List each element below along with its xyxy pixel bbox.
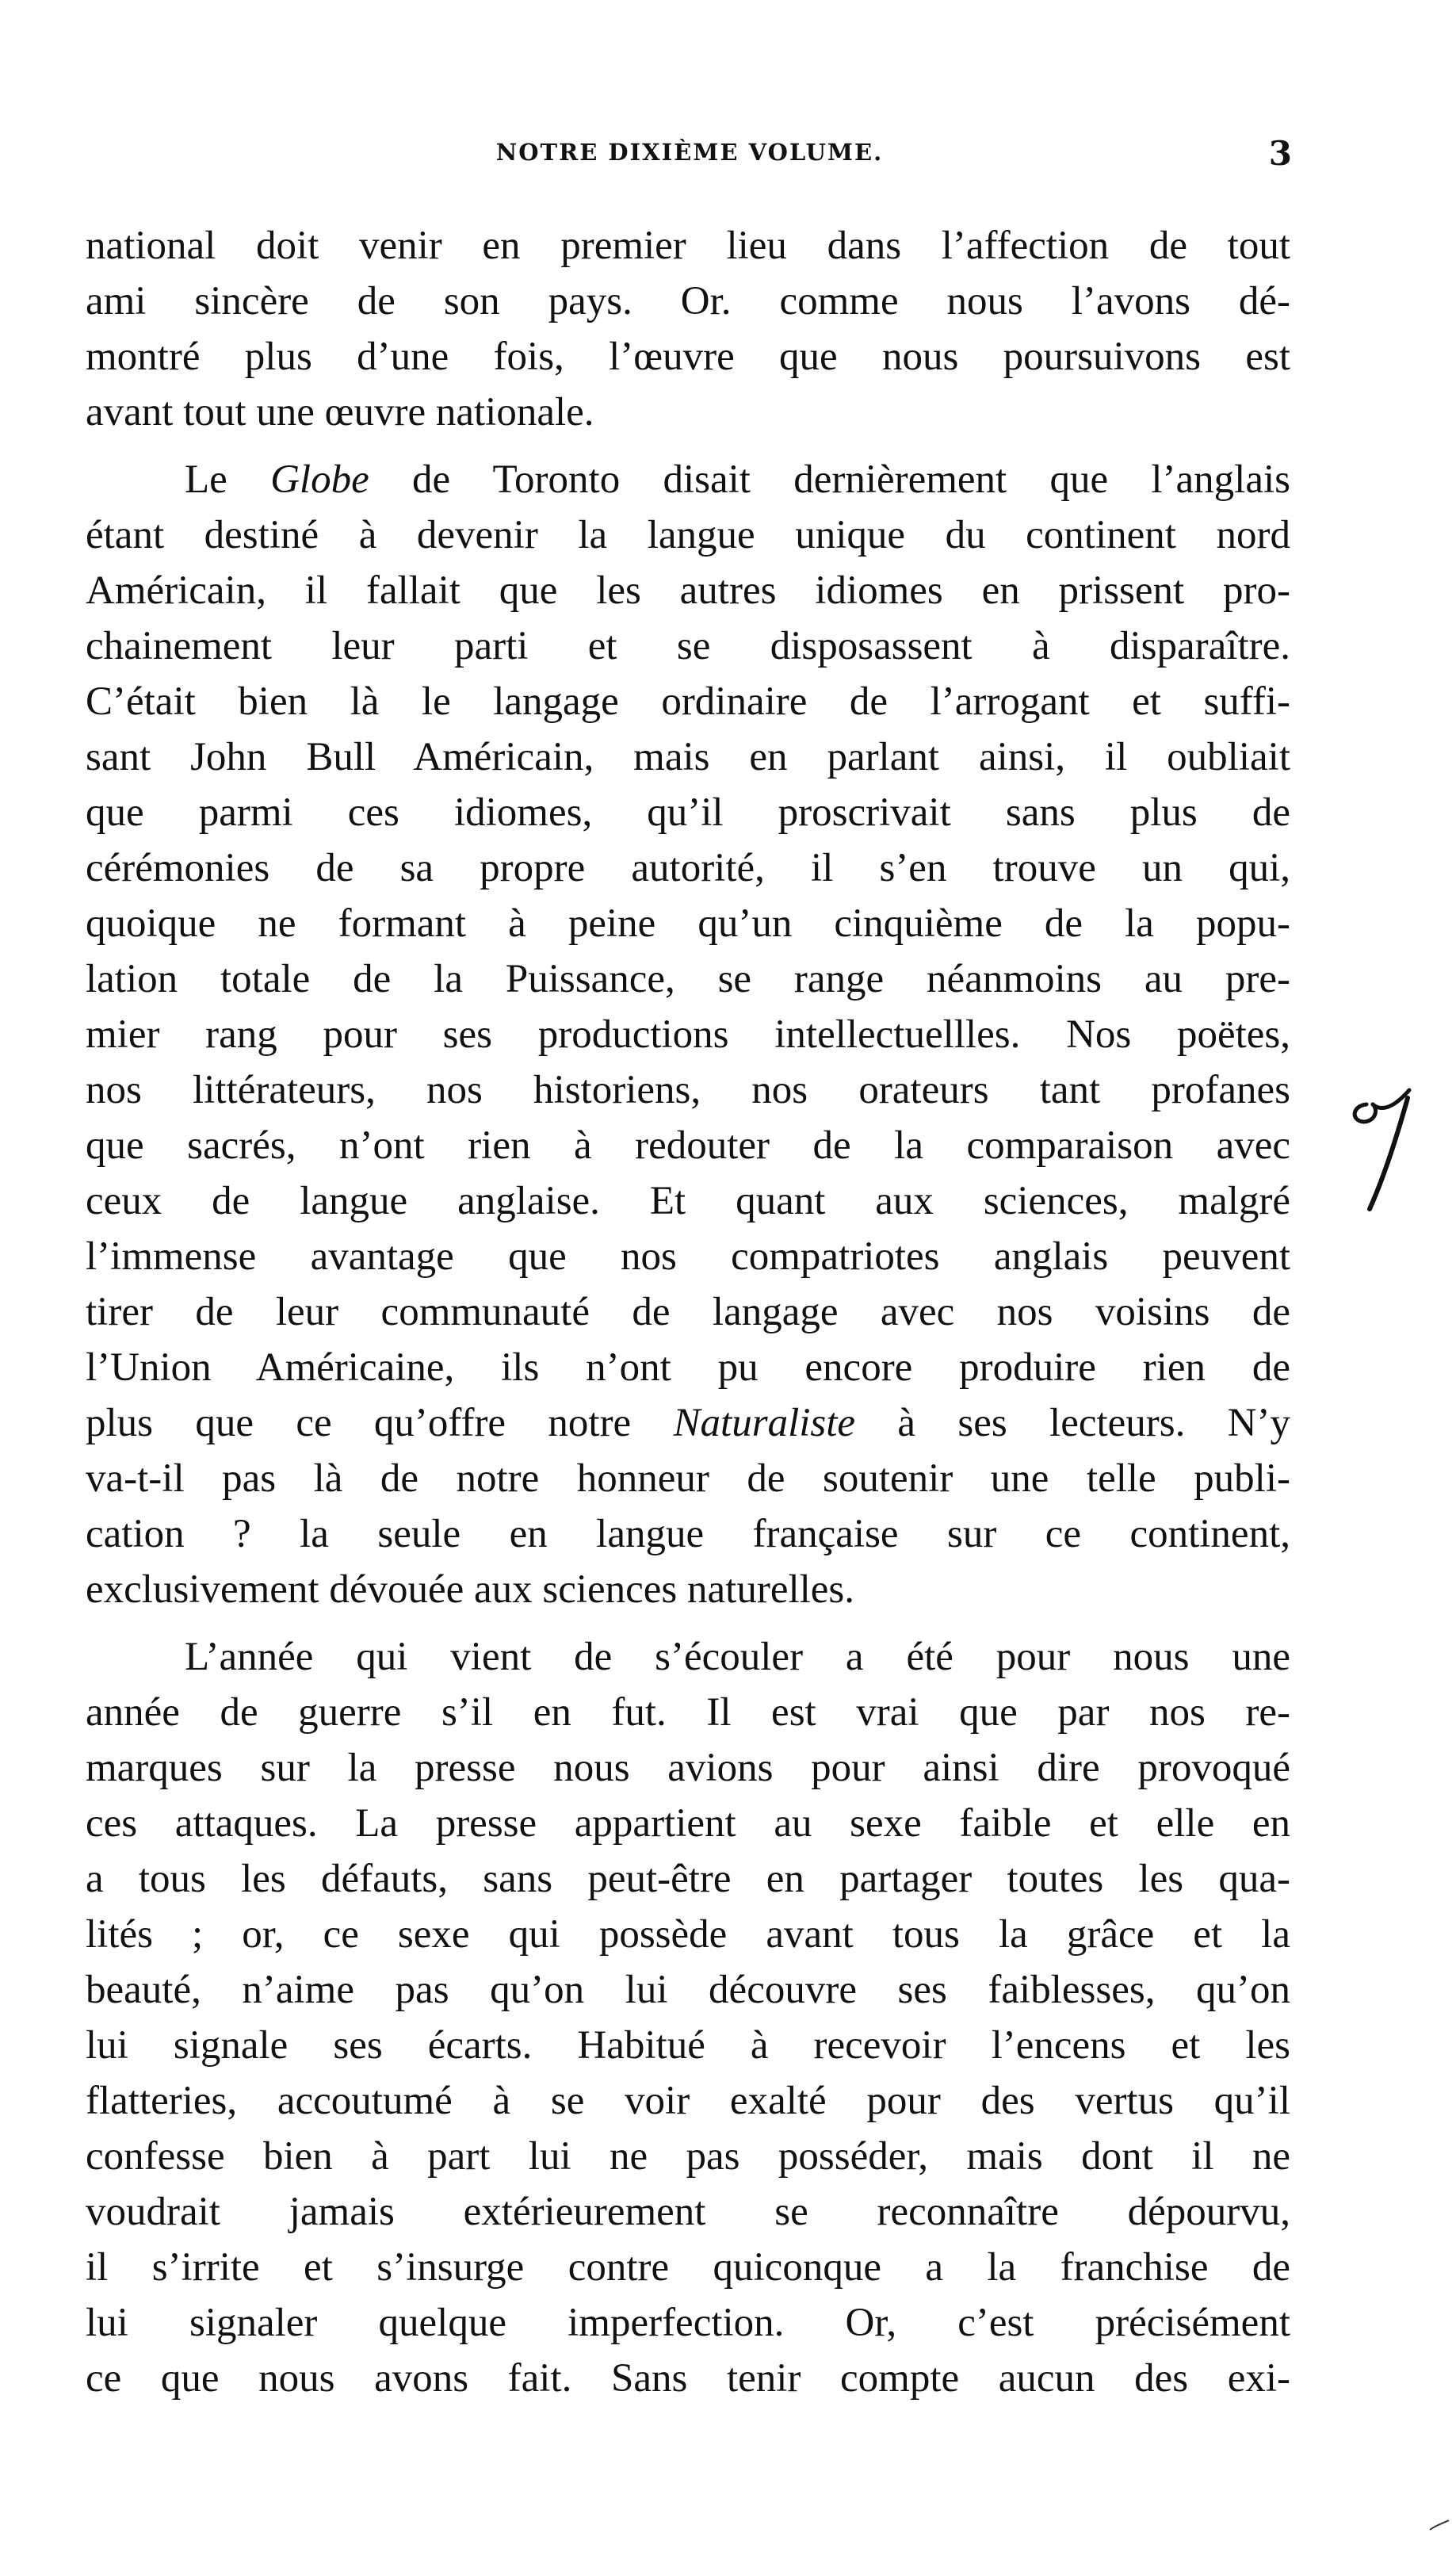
text-line: année de guerre s’il en fut. Il est vrai que par nos re- — [86, 1690, 1290, 1735]
paragraph — [86, 1629, 1290, 2406]
text-line: ce que nous avons fait. Sans tenir compte aucun des exi- — [86, 2356, 1290, 2401]
paragraph-gap — [86, 440, 1290, 452]
text-line: cérémonies de sa propre autorité, il s’en trouve un qui, — [86, 846, 1290, 890]
text-line: lui signaler quelque imperfection. Or, c’est précisément — [86, 2301, 1290, 2345]
text-line: a tous les défauts, sans peut-être en partager toutes les qua- — [86, 1857, 1290, 1901]
page-number: 3 — [1268, 134, 1292, 173]
text-line: lui signale ses écarts. Habitué à recevoir l’encens et les — [86, 2023, 1290, 2068]
text-line: ami sincère de son pays. Or. comme nous l’avons dé- — [86, 279, 1290, 323]
text-line: plus que ce qu’offre notre Naturaliste à ses lecteurs. N’y — [86, 1401, 1290, 1445]
text-line: chainement leur parti et se disposassent à disparaître. — [86, 624, 1290, 668]
text-line: nos littérateurs, nos historiens, nos orateurs tant profanes — [86, 1068, 1290, 1112]
text-line: quoique ne formant à peine qu’un cinquième de la popu- — [86, 901, 1290, 946]
running-header — [87, 134, 1292, 186]
handwritten-margin-mark — [1346, 1082, 1417, 1217]
text-line: beauté, n’aime pas qu’on lui découvre ses faiblesses, qu’on — [86, 1968, 1290, 2012]
text-line: voudrait jamais extérieurement se reconnaître dépourvu, — [86, 2190, 1290, 2234]
text-line: ceux de langue anglaise. Et quant aux sciences, malgré — [86, 1179, 1290, 1223]
text-line: tirer de leur communauté de langage avec nos voisins de — [86, 1290, 1290, 1334]
running-title: NOTRE DIXIÈME VOLUME. — [495, 139, 884, 166]
text-line: confesse bien à part lui ne pas posséder, mais dont il ne — [86, 2134, 1290, 2179]
text-line: ces attaques. La presse appartient au sexe faible et elle en — [86, 1801, 1290, 1846]
italic-title: Globe — [270, 457, 369, 502]
text-line: cation ? la seule en langue française sur ce continent, — [86, 1512, 1290, 1556]
text-line: l’immense avantage que nos compatriotes anglais peuvent — [86, 1234, 1290, 1279]
text-line: mier rang pour ses productions intellectuellles. Nos poëtes, — [86, 1012, 1290, 1057]
body-text — [86, 218, 1290, 2406]
text-line: C’était bien là le langage ordinaire de l’arrogant et suffi- — [86, 679, 1290, 724]
text-line: Américain, il fallait que les autres idiomes en prissent pro- — [86, 568, 1290, 613]
paragraph — [86, 218, 1290, 440]
text-line: national doit venir en premier lieu dans l’affection de tout — [86, 224, 1290, 268]
paragraph-gap — [86, 1617, 1290, 1629]
text-line: montré plus d’une fois, l’œuvre que nous poursuivons est — [86, 335, 1290, 379]
italic-title: Naturaliste — [673, 1401, 856, 1445]
text-line: lités ; or, ce sexe qui possède avant tous la grâce et la — [86, 1912, 1290, 1957]
text-line: marques sur la presse nous avions pour ainsi dire provoqué — [86, 1746, 1290, 1790]
text-line: il s’irrite et s’insurge contre quiconque a la franchise de — [86, 2245, 1290, 2290]
text-line: Le Globe de Toronto disait dernièrement que l’anglais — [185, 457, 1291, 502]
handwritten-mark-icon — [1346, 1082, 1417, 1217]
text-line: L’année qui vient de s’écouler a été pour nous une — [185, 1635, 1290, 1679]
text-line: sant John Bull Américain, mais en parlant ainsi, il oubliait — [86, 735, 1290, 779]
text-line: l’Union Américaine, ils n’ont pu encore produire rien de — [86, 1345, 1290, 1390]
text-line: avant tout une œuvre nationale. — [86, 390, 594, 434]
text-line: va-t-il pas là de notre honneur de soutenir une telle publi- — [86, 1456, 1290, 1501]
corner-smudge — [1427, 2517, 1450, 2533]
paragraph — [86, 452, 1290, 1617]
text-line: que parmi ces idiomes, qu’il proscrivait sans plus de — [86, 790, 1290, 835]
text-line: lation totale de la Puissance, se range néanmoins au pre- — [86, 957, 1290, 1001]
text-line: exclusivement dévouée aux sciences naturelles. — [86, 1567, 855, 1612]
text-line: étant destiné à devenir la langue unique du continent nord — [86, 513, 1290, 557]
text-line: que sacrés, n’ont rien à redouter de la comparaison avec — [86, 1123, 1290, 1168]
text-line: flatteries, accoutumé à se voir exalté pour des vertus qu’il — [86, 2079, 1290, 2123]
